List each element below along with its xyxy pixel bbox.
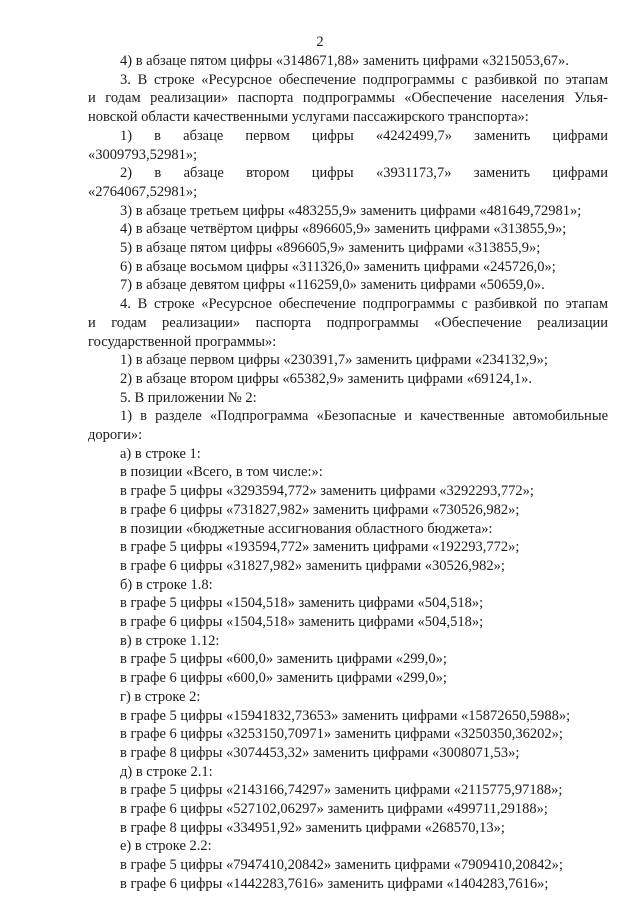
text-line: в позиции «Всего, в том числе:»: [120, 464, 323, 481]
text-line: д) в строке 2.1: [120, 763, 213, 780]
text-line: «3009793,52981»; [88, 146, 198, 163]
text-line: в графе 6 цифры «31827,982» заменить цифрами «30526,982»; [120, 557, 505, 574]
text-line: в) в строке 1.12: [120, 632, 220, 649]
text-line: 3. В строке «Ресурсное обеспечение подпрограммы с разбивкой по этапам [120, 71, 608, 88]
text-line: в графе 6 цифры «3253150,70971» заменить цифрами «3250350,36202»; [120, 726, 563, 743]
text-line: в графе 5 цифры «7947410,20842» заменить цифрами «7909410,20842»; [120, 857, 563, 874]
text-line: в графе 6 цифры «1504,518» заменить цифрами «504,518»; [120, 614, 484, 630]
text-line: 4) в абзаце пятом цифры «3148671,88» заменить цифрами «3215053,67». [120, 53, 569, 69]
text-line: в графе 5 цифры «600,0» заменить цифрами «299,0»; [120, 651, 447, 668]
text-line: в графе 6 цифры «731827,982» заменить цифрами «730526,982»; [120, 501, 520, 518]
text-line: 2) в абзаце втором цифры «3931173,7» заменить цифрами [120, 165, 608, 182]
text-line: государственной программы»: [88, 333, 277, 350]
text-line: в графе 6 цифры «1442283,7616» заменить цифрами «1404283,7616»; [120, 875, 549, 892]
text-line: в графе 5 цифры «1504,518» заменить цифрами «504,518»; [120, 595, 484, 612]
text-line: «2764067,52981»; [88, 183, 198, 200]
text-line: 1) в абзаце первом цифры «4242499,7» заменить цифрами [120, 127, 608, 144]
text-line: дороги»: [88, 427, 143, 443]
text-line: а) в строке 1: [120, 445, 201, 462]
text-line: 6) в абзаце восьмом цифры «311326,0» заменить цифрами «245726,0»; [120, 258, 556, 275]
text-line: 2) в абзаце втором цифры «65382,9» заменить цифрами «69124,1». [120, 370, 532, 387]
text-line: е) в строке 2.2: [120, 838, 212, 855]
text-line: 4) в абзаце четвёртом цифры «896605,9» заменить цифрами «313855,9»; [120, 221, 567, 238]
text-line: в графе 5 цифры «3293594,772» заменить цифрами «3292293,772»; [120, 483, 534, 500]
text-line: 1) в абзаце первом цифры «230391,7» заменить цифрами «234132,9»; [120, 352, 548, 369]
text-line: в графе 5 цифры «193594,772» заменить цифрами «192293,772»; [120, 539, 520, 556]
text-line: в графе 5 цифры «15941832,73653» заменить цифрами «15872650,5988»; [120, 707, 571, 724]
text-line: в позиции «бюджетные ассигнования областного бюджета»: [120, 520, 493, 537]
text-line: новской области качественными услугами пассажирского транспорта»: [88, 109, 529, 126]
text-line: 5. В приложении № 2: [120, 389, 257, 406]
text-line: 4. В строке «Ресурсное обеспечение подпрограммы с разбивкой по этапам [120, 296, 608, 313]
text-line: в графе 8 цифры «334951,92» заменить цифрами «268570,13»; [120, 819, 505, 836]
text-line: в графе 8 цифры «3074453,32» заменить цифрами «3008071,53»; [120, 744, 520, 761]
text-line: г) в строке 2: [120, 688, 201, 705]
text-line: и годам реализации» паспорта подпрограммы «Обеспечение населения Улья- [88, 90, 608, 107]
text-line: 7) в абзаце девятом цифры «116259,0» заменить цифрами «50659,0». [120, 277, 545, 294]
text-line: и годам реализации» паспорта подпрограммы «Обеспечение реализации [88, 314, 608, 331]
text-line: в графе 5 цифры «2143166,74297» заменить цифрами «2115775,97188»; [120, 782, 563, 799]
text-line: в графе 6 цифры «600,0» заменить цифрами «299,0»; [120, 670, 447, 687]
text-line: в графе 6 цифры «527102,06297» заменить цифрами «499711,29188»; [120, 801, 548, 817]
text-line: 3) в абзаце третьем цифры «483255,9» заменить цифрами «481649,72981»; [120, 202, 582, 219]
text-line: 5) в абзаце пятом цифры «896605,9» заменить цифрами «313855,9»; [120, 240, 541, 256]
text-line: б) в строке 1.8: [120, 576, 213, 593]
text-line: 1) в разделе «Подпрограмма «Безопасные и качественные автомобильные [120, 408, 608, 425]
page-number: 2 [316, 34, 324, 50]
